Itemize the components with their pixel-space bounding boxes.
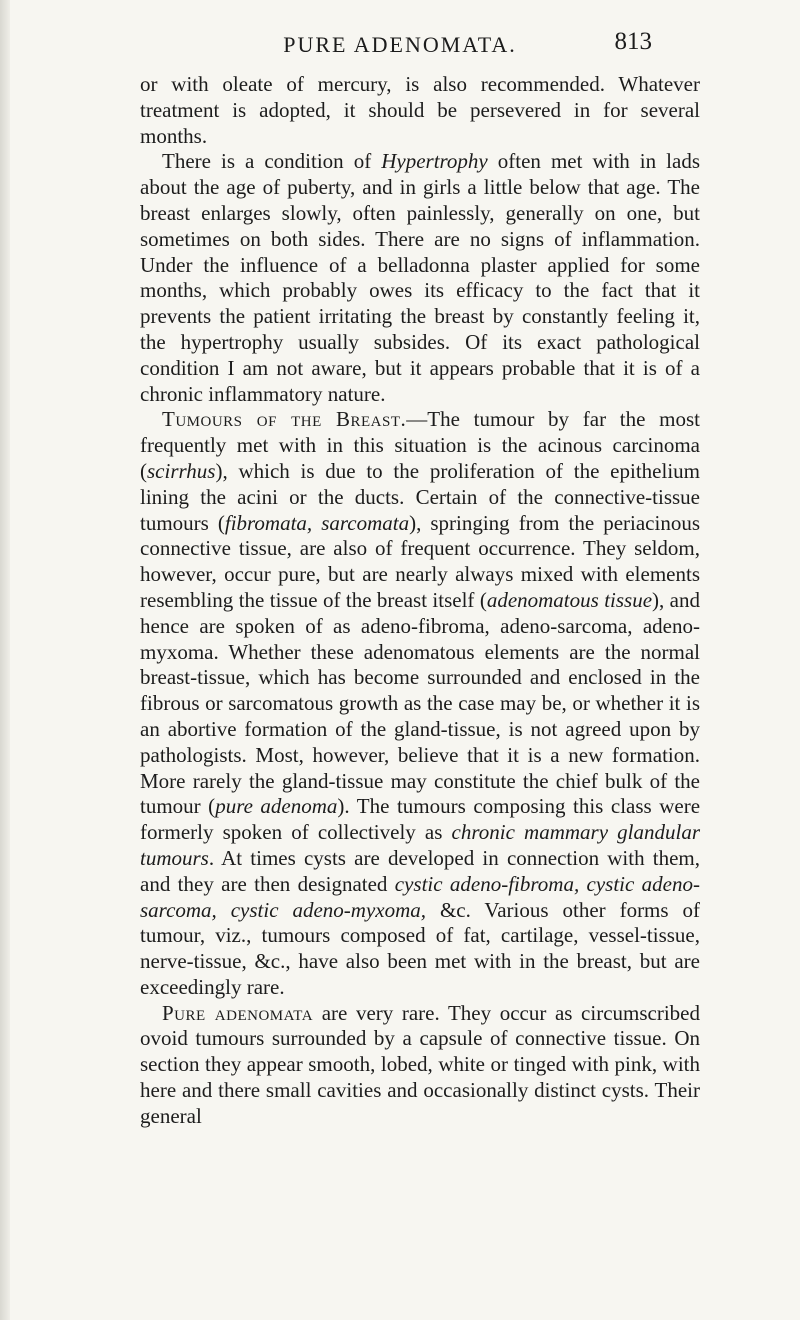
- text-run: . At times cysts are developed in connection with them, and they are then designated: [140, 845, 700, 896]
- paragraph-1: or with oleate of mercury, is also recommended. Whatever treatment is adopted, it should be persevered in for several months.: [140, 72, 700, 148]
- text-run: ), which is due to the proliferation of the epithelium lining the acini or the ducts. Certain of the connective-tissue tumours (: [140, 458, 700, 535]
- running-head: [0, 28, 800, 64]
- text-run: are very rare. They occur as circumscribed ovoid tumours surrounded by a capsule of connective tissue. On section they appear smooth, lobed, white or tinged with pink, with here and there small cavities and occasionally distinct cysts. Their general: [140, 1000, 701, 1128]
- page-edge: [0, 0, 10, 1320]
- text-run: &c. Various other forms of tumour, viz., tumours composed of fat, cartilage, vessel-tissue, nerve-tissue, &c., have also been met with in the breast, but are exceedingly rare.: [140, 897, 700, 999]
- text-run: ), and hence are spoken of as adeno-fibroma, adeno-sarcoma, adeno-myxoma. Whether these adenomatous elements are the normal breast-tissue, which has become surrounded and enclosed in the fibrous or sarcomatous growth as the case may be, or whether it is an abortive formation of the gland-tissue, is not agreed upon by pathologists. Most, however, believe that it is a new formation. More rarely the gland-tissue may constitute the chief bulk of the tumour (: [140, 587, 700, 819]
- paragraph-4: [140, 1001, 700, 1130]
- running-title: PURE ADENOMATA.: [283, 32, 517, 57]
- text-run: ), springing from the periacinous connective tissue, are also of frequent occurrence. They seldom, however, occur pure, but are nearly always mixed with elements resembling the tissue of the breast itself (: [140, 510, 701, 612]
- italic-term: chronic mammary glandular tumours: [140, 820, 701, 870]
- italic-term: scirrhus: [147, 458, 216, 483]
- text-run: ). The tumours composing this class were formerly spoken of collectively as: [140, 794, 701, 845]
- section-heading: Tumours of the Breast.: [162, 407, 407, 432]
- paragraph-3: [140, 407, 700, 1000]
- section-heading: Pure adenomata: [162, 1000, 314, 1025]
- body-text: [140, 72, 700, 1130]
- paragraph-2: [140, 149, 700, 407]
- italic-term: fibromata, sarcomata: [224, 510, 410, 535]
- text-run: There is a condition of: [162, 149, 382, 174]
- italic-term: cystic adeno-fibroma, cystic adeno-sarcoma, cystic adeno-myxoma,: [140, 871, 700, 922]
- italic-term: pure adenoma: [215, 794, 338, 819]
- italic-term: Hypertrophy: [381, 149, 488, 174]
- italic-term: adenomatous tissue: [486, 587, 653, 612]
- page-number: 813: [614, 28, 652, 55]
- text-run: often met with in lads about the age of puberty, and in girls a little below that age. The breast enlarges slowly, often painlessly, generally on one, but sometimes on both sides. There are no signs of inflammation. Under the influence of a belladonna plaster applied for some months, which probably owes its efficacy to the fact that it prevents the patient irritating the breast by constantly feeling it, the hypertrophy usually subsides. Of its exact pathological condition I am not aware, but it appears probable that it is of a chronic inflammatory nature.: [140, 149, 700, 406]
- text-run: —The tumour by far the most frequently met with in this situation is the acinous carcinoma (: [140, 407, 700, 483]
